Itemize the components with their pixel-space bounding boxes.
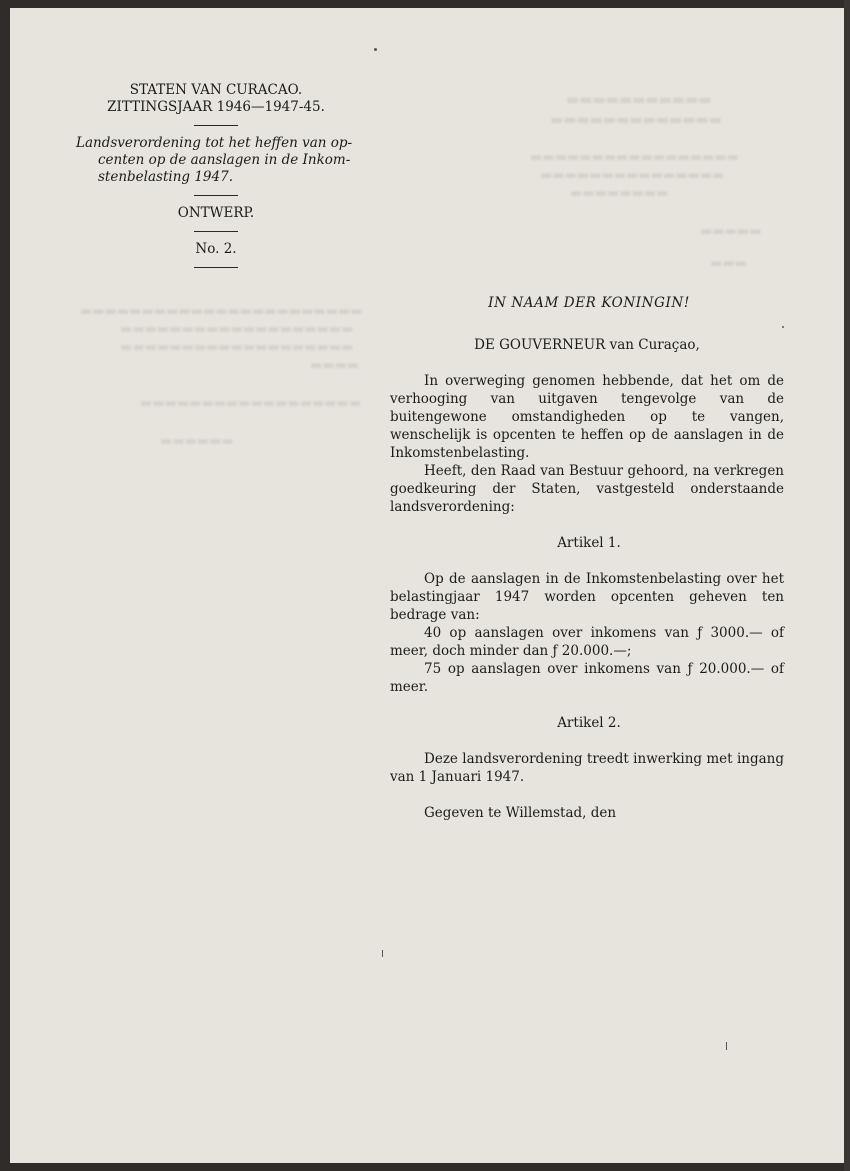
show-through-text: ▬▬▬▬▬▬▬▬▬▬▬▬▬ [550,112,722,128]
left-column [66,82,366,277]
show-through-text: ▬▬▬▬▬▬▬▬▬▬▬▬▬▬▬ [540,168,725,183]
draft-label: ONTWERP. [177,205,255,221]
considering-paragraph: In overweging genomen hebbende, dat het om de verhooging van uitgaven tengevolge van de buitengewone omstandigheden op te vangen, wenschelijk is opcenten te heffen op de aanslagen in de Inkomstenbelasting. [390,373,784,461]
show-through-text: ▬▬▬▬▬▬▬▬▬▬▬▬▬▬▬▬▬▬▬ [120,322,354,337]
governor-line: DE GOUVERNEUR van Curaçao, [474,337,700,353]
ordinance-body [390,294,784,822]
ordinance-title-line-1: Landsverordening tot het heffen van op- [76,135,353,151]
session-year: ZITTINGSJAAR 1946—1947-45. [107,99,325,115]
document-page [10,8,844,1163]
article-1-item-1: 40 op aanslagen over inkomens van ƒ 3000.— of meer, doch minder dan ƒ 20.000.—; [390,625,784,659]
divider [194,231,238,232]
show-through-text: ▬▬▬▬▬ [700,224,762,239]
invocation: IN NAAM DER KONINGIN! [488,295,690,311]
paper-speck [374,48,377,51]
article-1-heading: Artikel 1. [557,535,621,551]
show-through-text: ▬▬▬▬▬▬ [160,434,234,449]
ordinance-title-line-3: stenbelasting 1947. [98,169,233,185]
enacting-paragraph: Heeft, den Raad van Bestuur gehoord, na verkregen goedkeuring der Staten, vastgesteld onderstaande landsverordening: [390,463,784,515]
article-1-intro: Op de aanslagen in de Inkomstenbelasting over het belastingjaar 1947 worden opcenten geheven ten bedrage van: [390,571,784,623]
show-through-text: ▬▬▬ [710,256,747,271]
article-2-text: Deze landsverordening treedt inwerking met ingang van 1 Januari 1947. [390,751,784,785]
show-through-text: ▬▬▬▬▬▬▬▬▬▬▬ [566,92,712,108]
document-number: No. 2. [195,241,237,257]
paper-speck [382,950,383,957]
divider [194,267,238,268]
given-at-line: Gegeven te Willemstad, den [424,805,617,821]
paper-speck [726,1042,727,1050]
ordinance-title-line-2: centen op de aanslagen in de Inkom- [98,152,351,168]
parliament-name: STATEN VAN CURACAO. [129,82,303,98]
show-through-text: ▬▬▬▬▬▬▬▬▬▬▬▬▬▬▬▬▬ [530,150,739,165]
divider [194,125,238,126]
show-through-text: ▬▬▬▬▬▬▬▬▬▬▬▬▬▬▬▬▬▬ [140,396,362,411]
ordinance-title [66,135,366,186]
show-through-text: ▬▬▬▬ [310,358,360,373]
scan-border [844,0,850,1171]
show-through-text: ▬▬▬▬▬▬▬▬▬▬▬▬▬▬▬▬▬▬▬ [120,340,354,355]
divider [194,195,238,196]
show-through-text: ▬▬▬▬▬▬▬▬▬▬▬▬▬▬▬▬▬▬▬▬▬▬▬ [80,304,363,319]
article-1-item-2: 75 op aanslagen over inkomens van ƒ 20.000.— of meer. [390,661,784,695]
article-2-heading: Artikel 2. [557,715,621,731]
show-through-text: ▬▬▬▬▬▬▬▬ [570,186,669,201]
